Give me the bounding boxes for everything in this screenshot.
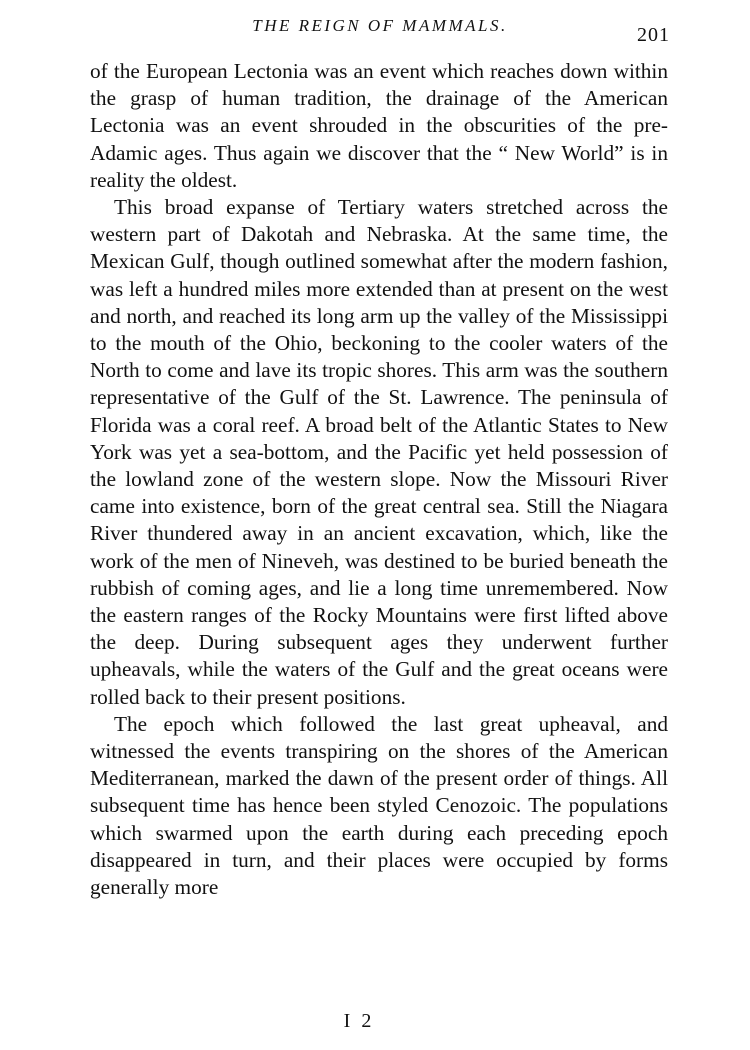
paragraph-tertiary-waters: This broad expanse of Tertiary waters stretched across the western part of Dakotah and Nebraska. At the same time, the Mexican Gulf, though outlined somewhat after the modern fashion, was left a hundred miles more extended than at present on the west and north, and reached its long arm up the valley of the Mississippi to the mouth of the Ohio, beckoning to the cooler waters of the North to come and lave its tropic shores. This arm was the southern representative of the Gulf of the St. Lawrence. The peninsula of Florida was a coral reef. A broad belt of the Atlantic States to New York was yet a sea-bottom, and the Pacific yet held possession of the lowland zone of the western slope. Now the Missouri River came into existence, born of the great central sea. Still the Niagara River thundered away in an ancient excavation, which, like the work of the men of Nineveh, was destined to be buried beneath the rubbish of coming ages, and lie a long time unremembered. Now the eastern ranges of the Rocky Mountains were first lifted above the deep. During subsequent ages they underwent further upheavals, while the waters of the Gulf and the great oceans were rolled back to their present positions.: [90, 195, 668, 709]
running-title: THE REIGN OF MAMMALS.: [252, 16, 508, 35]
running-head: [90, 12, 670, 46]
page-number: 201: [637, 24, 670, 46]
paragraph-cenozoic: The epoch which followed the last great upheaval, and witnessed the events transpiring on the shores of the American Mediterranean, marked the dawn of the present order of things. All subsequent time has hence been styled Cenozoic. The populations which swarmed upon the earth during each preceding epoch disappeared in turn, and their places were occupied by forms generally more: [90, 711, 668, 900]
paragraph-continued: of the European Lectonia was an event which reaches down within the grasp of human tradition, the drainage of the American Lectonia was an event shrouded in the obscurities of the pre-Adamic ages. Thus again we discover that the “ New World” is in reality the oldest.: [90, 59, 668, 192]
body-text: [90, 58, 668, 901]
signature-mark: I 2: [343, 1010, 375, 1032]
